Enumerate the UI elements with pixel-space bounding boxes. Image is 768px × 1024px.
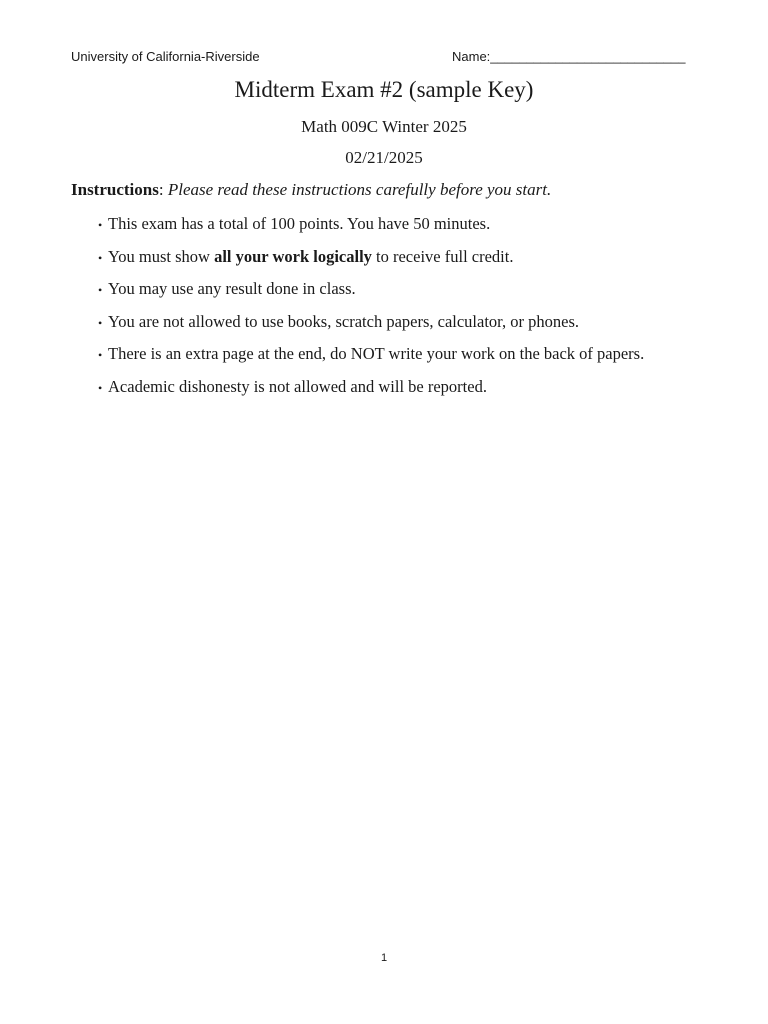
instructions-note: Please read these instructions carefully before you start. <box>167 180 552 199</box>
bullet-icon: • <box>98 315 103 330</box>
list-item <box>98 277 644 310</box>
list-item-text: This exam has a total of 100 points. You have 50 minutes. <box>108 214 491 233</box>
list-item-text: Academic dishonesty is not allowed and will be reported. <box>108 376 487 396</box>
exam-date: 02/21/2025 <box>345 148 423 167</box>
list-item-text: You may use any result done in class. <box>108 279 356 298</box>
list-item <box>98 342 644 375</box>
list-item <box>98 375 644 408</box>
bullet-icon: • <box>98 218 103 233</box>
name-field: Name:___________________________ <box>452 49 686 64</box>
bullet-icon: • <box>98 348 103 363</box>
bullet-icon: • <box>98 250 103 265</box>
list-item-text: You are not allowed to use books, scratch papers, calculator, or phones. <box>108 311 579 331</box>
list-item <box>98 212 644 245</box>
list-item-text-before: You must show <box>108 246 215 266</box>
bullet-icon: • <box>98 380 103 395</box>
list-item-text-bold: all your work logically <box>214 246 372 266</box>
list-item-text: There is an extra page at the end, do NOT write your work on the back of papers. <box>108 344 645 363</box>
list-item <box>98 310 644 343</box>
instructions-separator: : <box>158 180 168 199</box>
page-number: 1 <box>380 952 388 964</box>
exam-title: Midterm Exam #2 (sample Key) <box>234 77 534 102</box>
instructions-line <box>71 180 551 200</box>
list-item <box>98 245 644 278</box>
institution-header: University of California-Riverside <box>71 49 260 64</box>
bullet-icon: • <box>98 283 103 298</box>
course-line: Math 009C Winter 2025 <box>301 117 467 136</box>
list-item-text-after: to receive full credit. <box>371 246 514 266</box>
instruction-list <box>98 212 644 407</box>
instructions-label: Instructions <box>71 180 159 199</box>
